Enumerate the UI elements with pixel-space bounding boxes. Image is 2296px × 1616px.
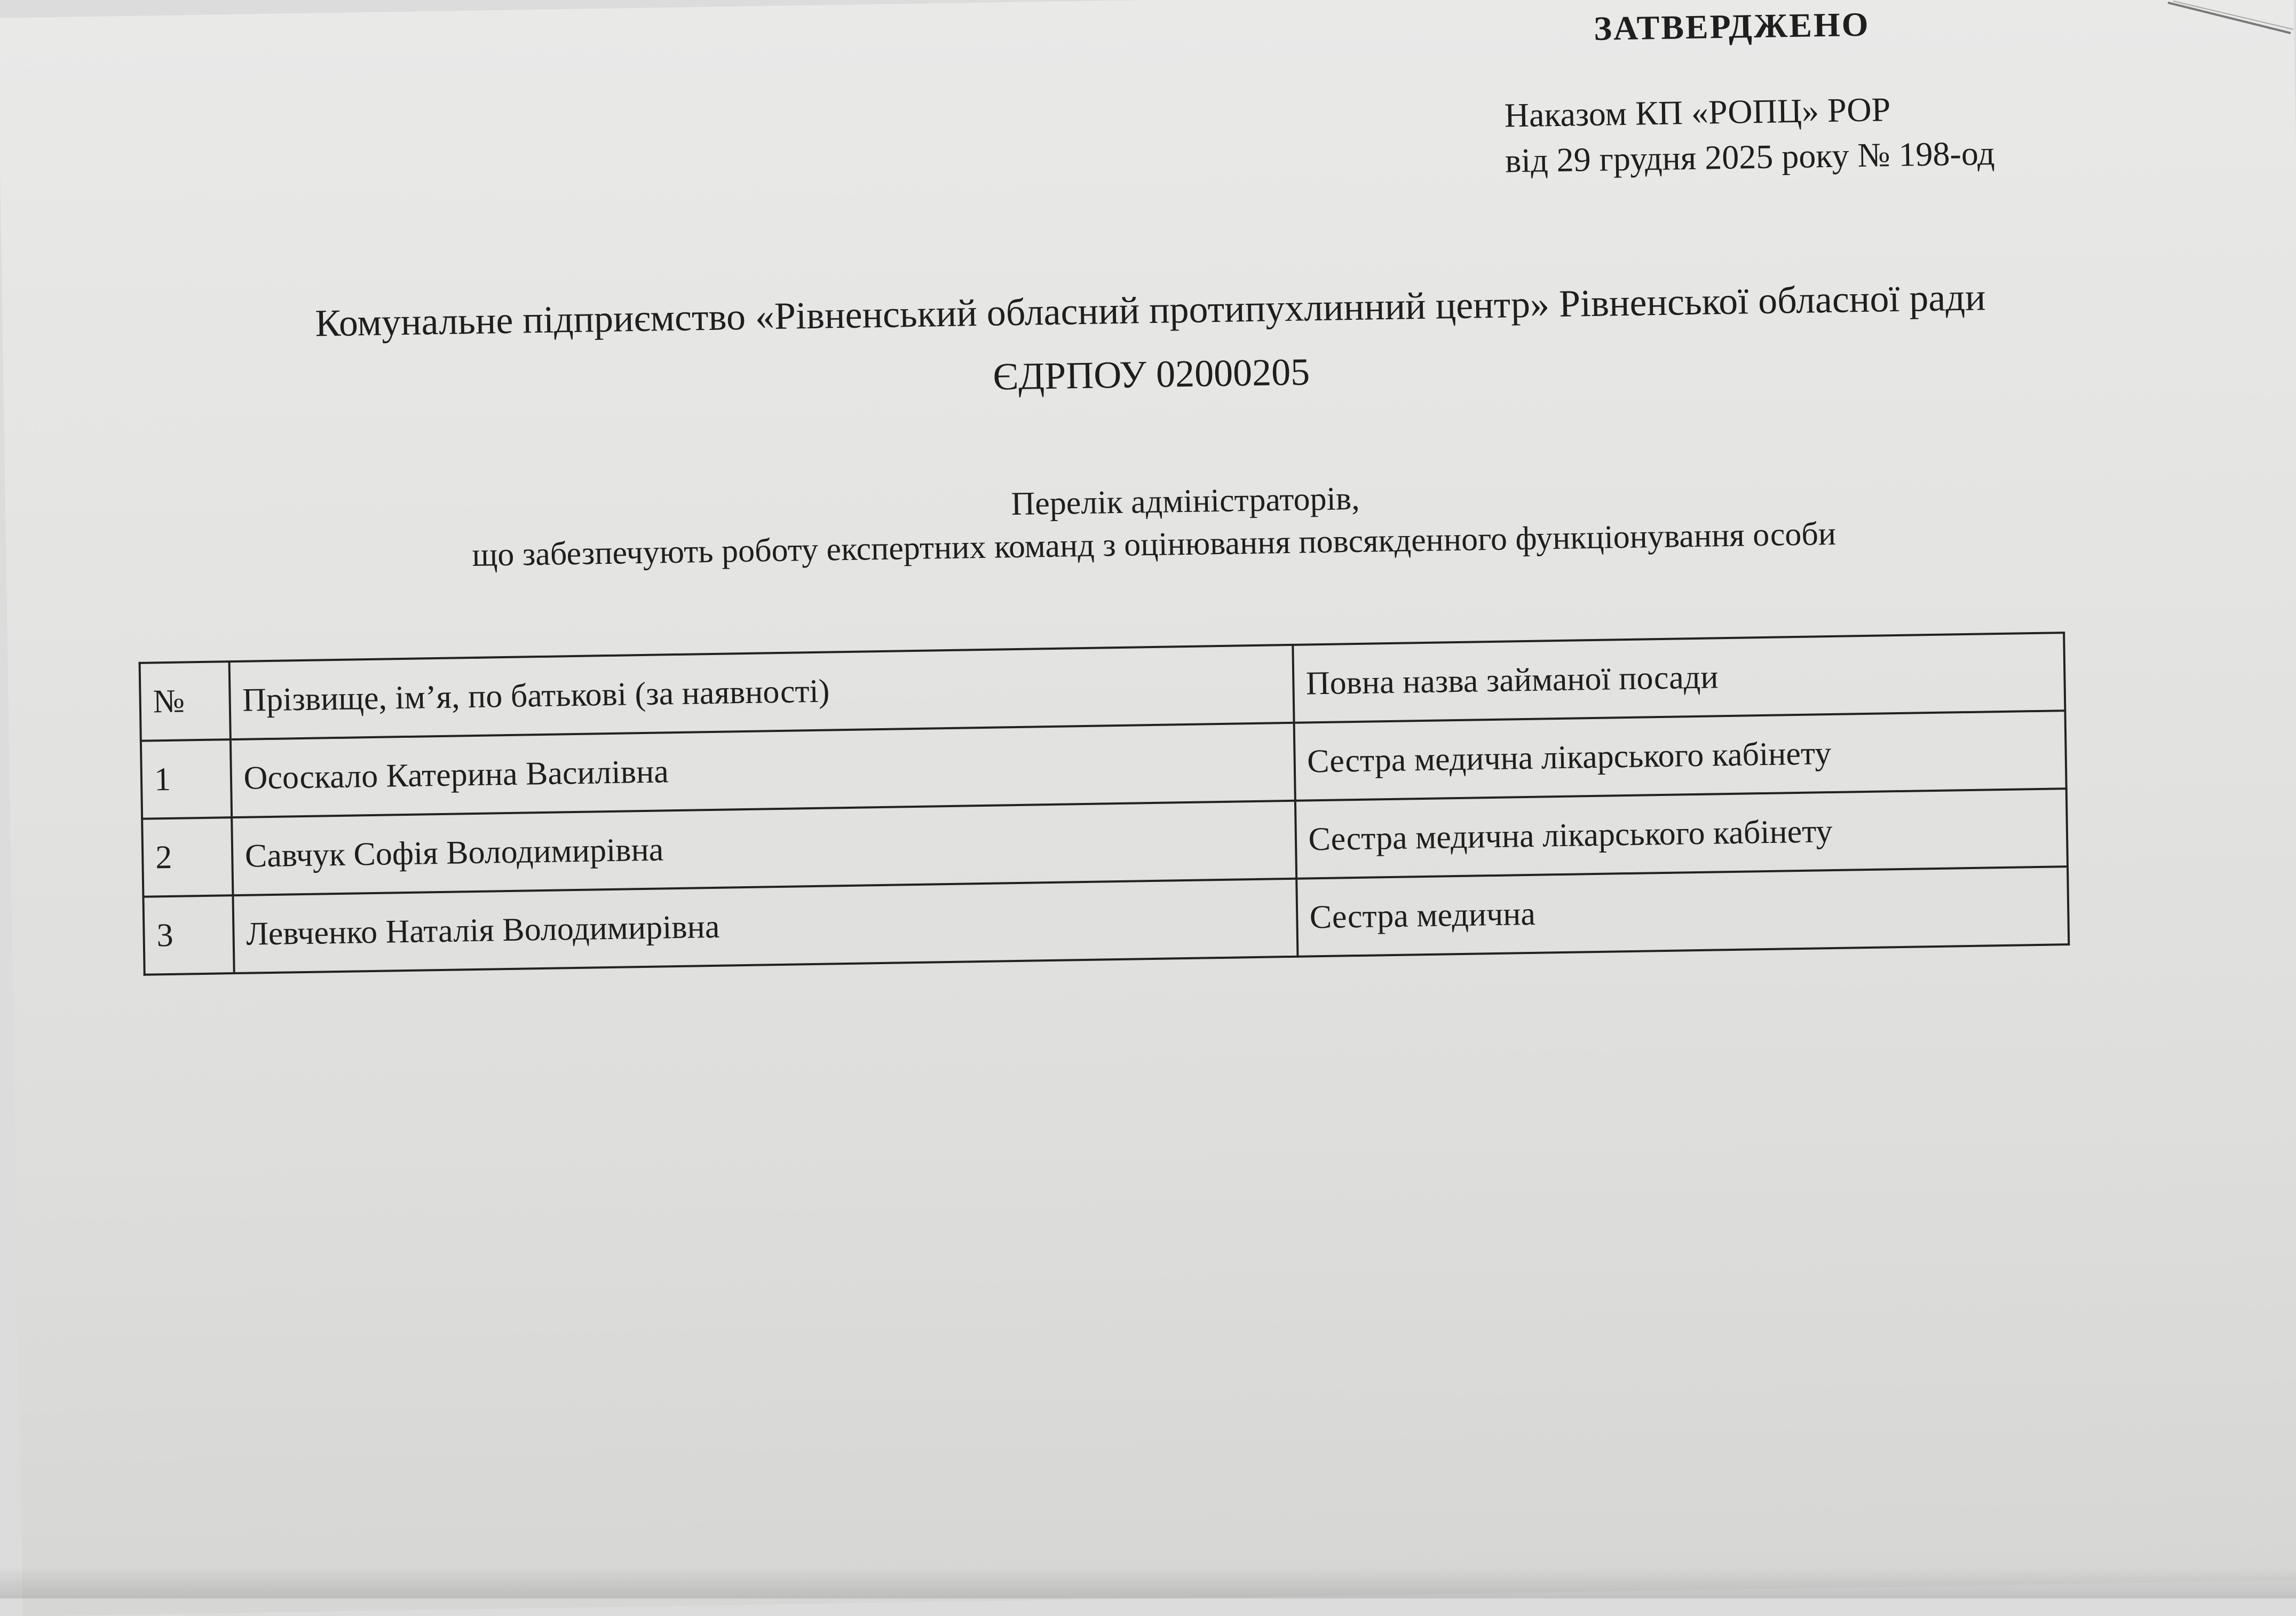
approval-label: ЗАТВЕРДЖЕНО (1593, 5, 1870, 48)
row-number: 2 (142, 817, 233, 897)
row-position: Сестра медична лікарського кабінету (1295, 789, 2068, 879)
approval-order-line1: Наказом КП «РОПЦ» РОР (1504, 90, 1891, 135)
row-full-name: Левченко Наталія Володимирівна (233, 879, 1297, 973)
row-number: 1 (141, 739, 232, 819)
row-full-name: Ососкало Катерина Василівна (230, 723, 1295, 817)
header-position: Повна назва займаної посади (1293, 633, 2065, 723)
administrators-table (139, 632, 2070, 976)
row-full-name: Савчук Софія Володимирівна (232, 801, 1296, 895)
approval-order-line2: від 29 грудня 2025 року № 198-од (1505, 134, 1996, 180)
header-number: № (140, 661, 231, 741)
page-bottom-shadow (0, 1566, 2296, 1598)
pen-mark (2157, 0, 2296, 37)
row-position: Сестра медична лікарського кабінету (1294, 711, 2067, 801)
list-title-line2: що забезпечують роботу експертних команд з оцінювання повсякденного функціонування особи (472, 515, 1836, 573)
list-title-line1: Перелік адміністраторів, (1011, 480, 1360, 523)
row-position: Сестра медична (1296, 866, 2069, 957)
row-number: 3 (143, 895, 234, 975)
organization-code: ЄДРПОУ 02000205 (992, 350, 1310, 398)
header-full-name: Прізвище, ім’я, по батькові (за наявності) (229, 645, 1294, 739)
organization-name: Комунальне підприємство «Рівненський обласний протипухлинний центр» Рівненської обласної ради (314, 275, 1986, 345)
